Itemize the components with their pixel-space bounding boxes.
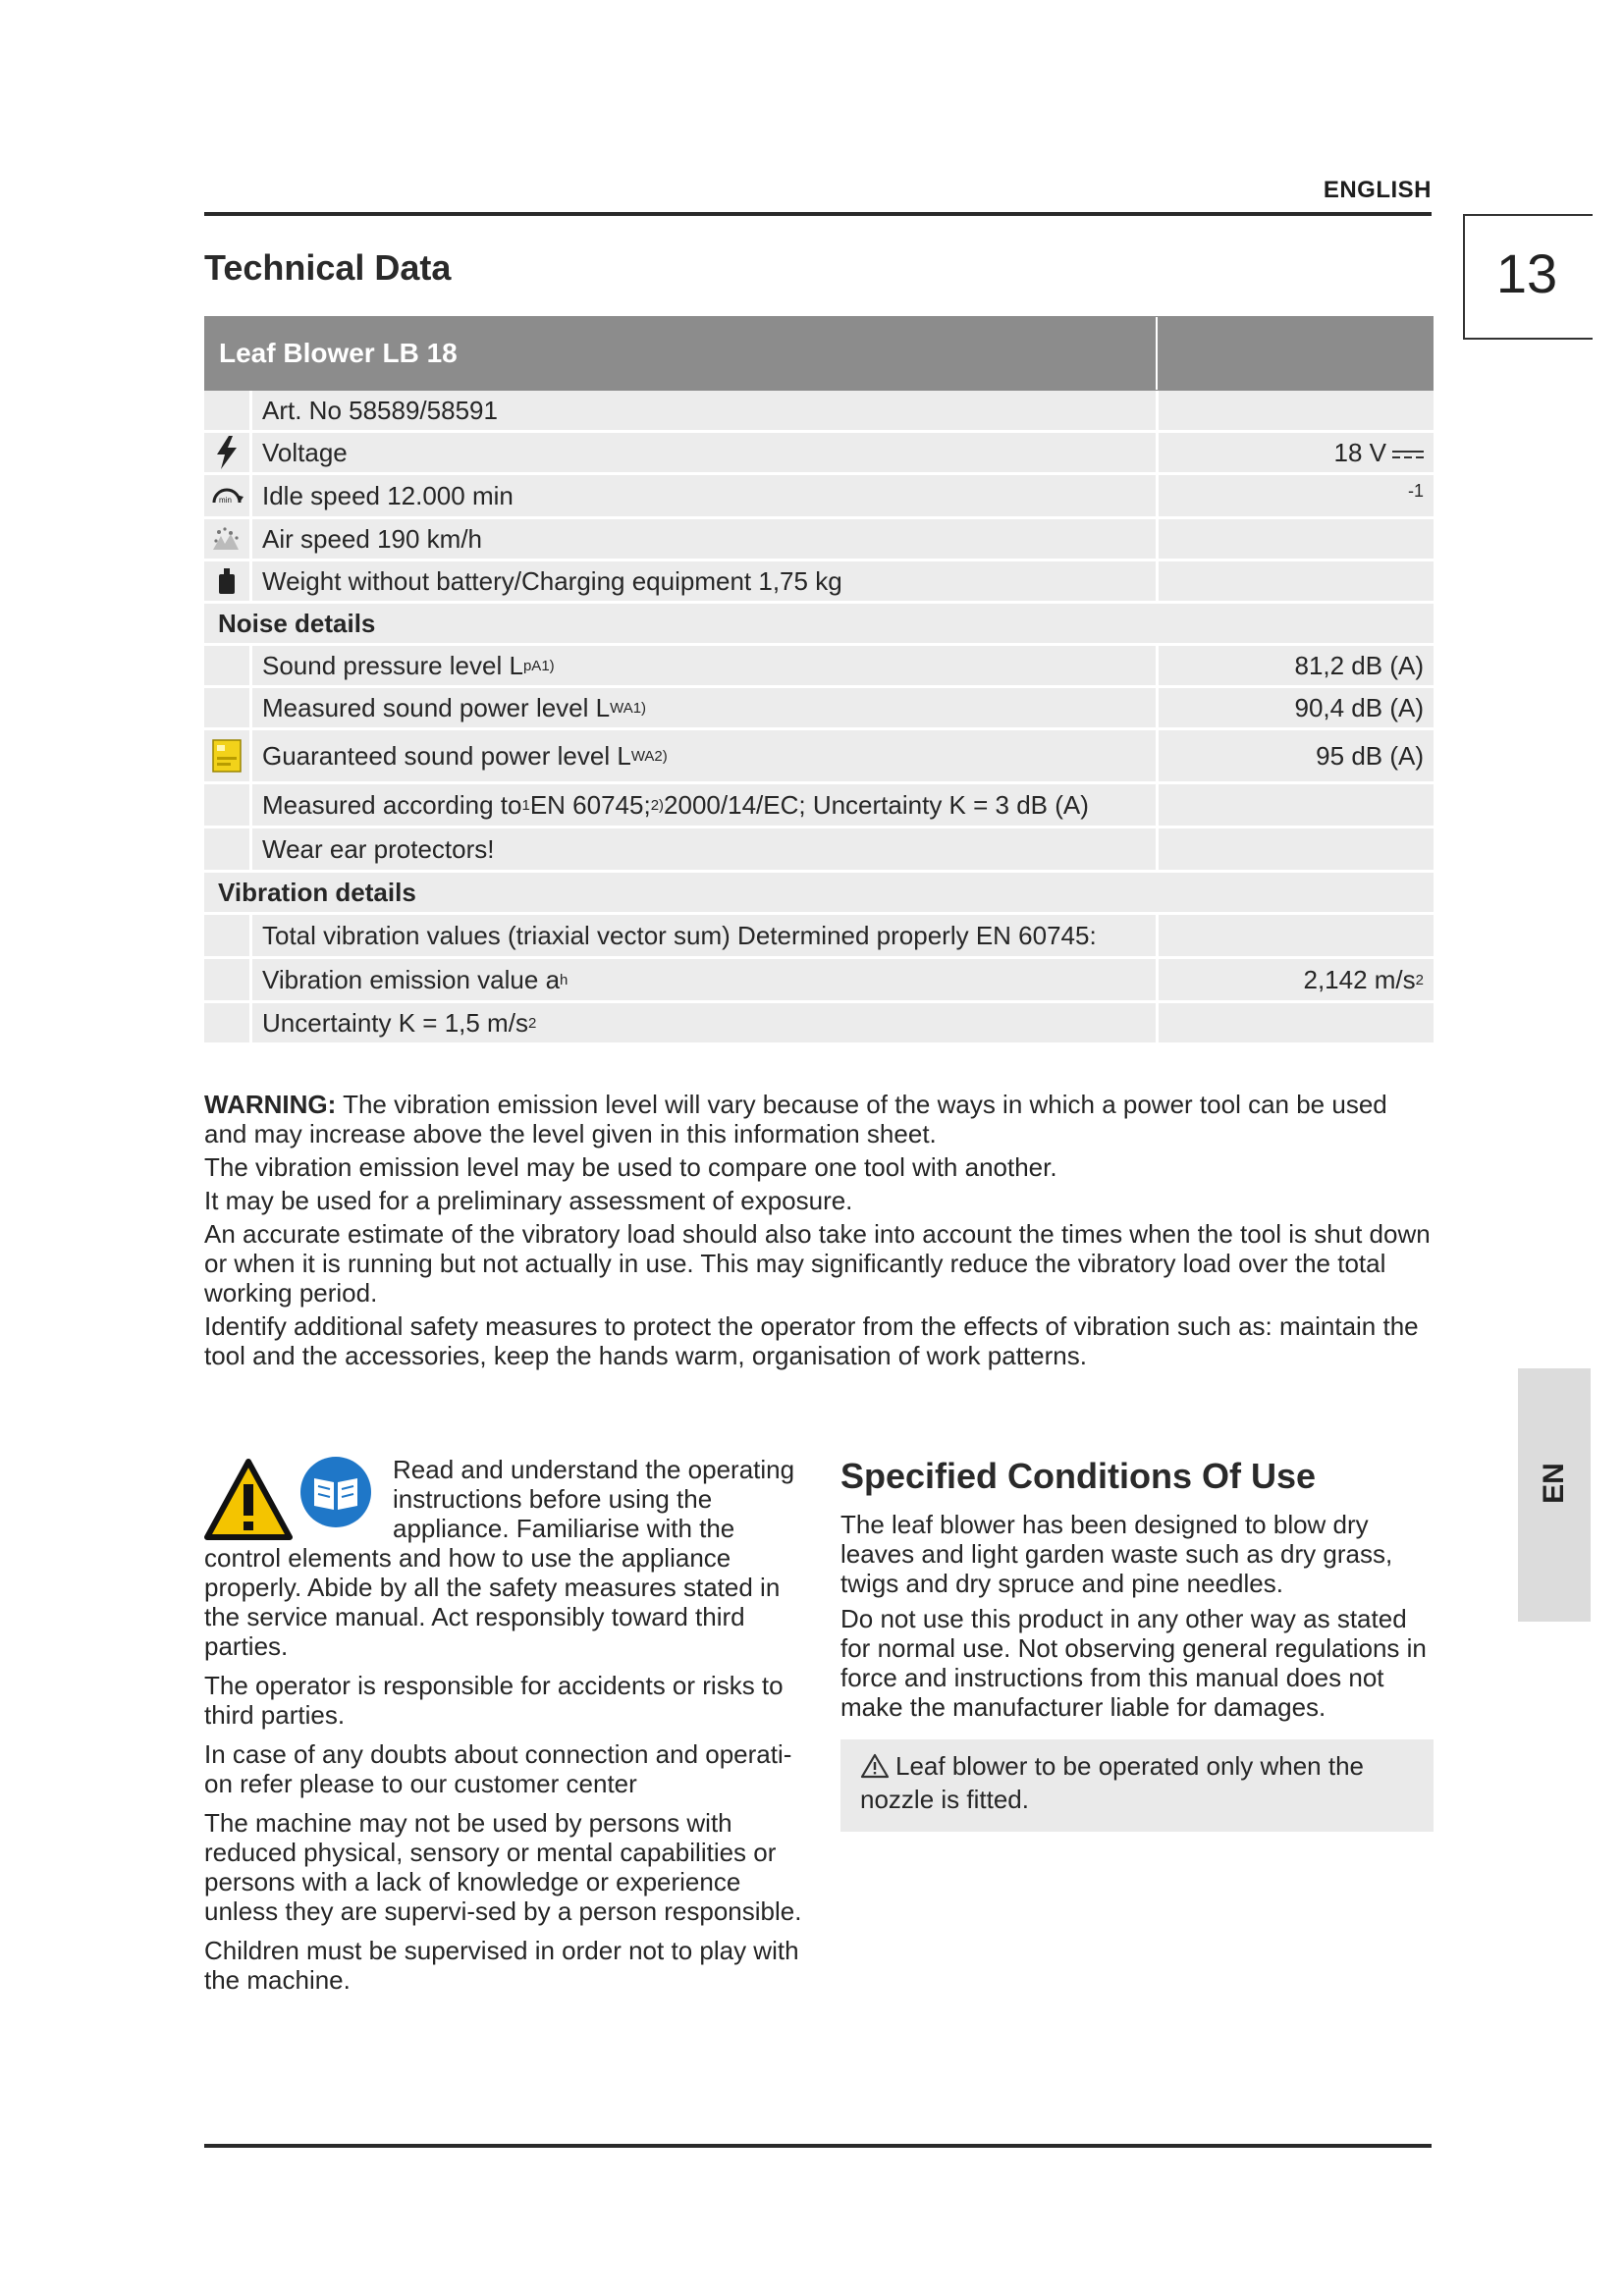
top-divider [204, 212, 1432, 216]
sound-pressure-label: Sound pressure level L pA 1) [252, 646, 1159, 685]
table-row [204, 730, 1434, 784]
language-label: ENGLISH [1323, 177, 1432, 203]
safety-p2: The operator is responsible for accidents or risks to third parties. [204, 1671, 784, 1730]
guaranteed-sound-power-value: 95 dB (A) [1316, 740, 1424, 771]
sound-pressure-value: 81,2 dB (A) [1294, 650, 1424, 680]
conditions-p1: The leaf blower has been designed to blow dry leaves and light garden waste such as dry grass, twigs and dry spruce and pine needles. [840, 1510, 1393, 1598]
conditions-heading: Specified Conditions Of Use [840, 1456, 1317, 1496]
table-row [204, 646, 1434, 688]
idle-speed-label: Idle speed 12.000 min [252, 475, 1159, 516]
table-row [204, 959, 1434, 1003]
nozzle-note-box [840, 1739, 1434, 1832]
safety-p4: The machine may not be used by persons with reduced physical, sensory or mental capabilities or persons with a lack of knowledge or experience unless they are supervi-sed by a person responsible. [204, 1808, 802, 1926]
page-number: 13 [1495, 242, 1558, 304]
table-row [204, 1003, 1434, 1045]
safety-p1: Read and understand the operating instructions before using the appliance. Familiarise with the control elements and how to use the appliance properly. Abide by all the safety measures stated in the service manual. Act responsibly toward third parties. [204, 1455, 795, 1661]
weight-label: Weight without battery/Charging equipment 1,75 kg [252, 561, 1159, 601]
warning-p3: It may be used for a preliminary assessment of exposure. [204, 1186, 853, 1215]
ear-protection-text: Wear ear protectors! [252, 828, 1159, 870]
rpm-gauge-icon [204, 475, 252, 516]
air-speed-label: Air speed 190 km/h [252, 519, 1159, 559]
lightning-icon [204, 433, 252, 472]
article-number: Art. No 58589/58591 [252, 391, 1159, 430]
conditions-of-use-column [840, 1455, 1434, 1832]
language-side-tab-label: EN [1538, 1463, 1570, 1504]
measured-sound-power-value: 90,4 dB (A) [1294, 692, 1424, 722]
conditions-p2: Do not use this product in any other way as stated for normal use. Not observing general regulations in force and instructions from this manual does not make the manufacturer liable for damages. [840, 1604, 1427, 1722]
table-row [204, 828, 1434, 873]
table-row [204, 784, 1434, 828]
safety-instructions-column [204, 1455, 803, 2004]
table-header [204, 316, 1434, 391]
table-row [204, 561, 1434, 604]
read-manual-icon [298, 1455, 373, 1535]
voltage-label: Voltage [252, 433, 1159, 472]
idle-speed-exponent: -1 [1407, 481, 1424, 501]
safety-p3: In case of any doubts about connection and operati-on refer please to our customer center [204, 1739, 792, 1798]
noise-details-heading: Noise details [218, 608, 376, 638]
warning-p2: The vibration emission level may be used to compare one tool with another. [204, 1152, 1057, 1182]
safety-p5: Children must be supervised in order not to play with the machine. [204, 1936, 799, 1995]
table-row [204, 391, 1434, 433]
voltage-value: 18 V [1333, 437, 1386, 467]
dc-symbol-icon [1392, 438, 1424, 468]
bottom-divider [204, 2144, 1432, 2148]
warning-triangle-icon [204, 1459, 293, 1547]
table-row [204, 519, 1434, 561]
table-row [204, 433, 1434, 475]
safety-icons [204, 1455, 385, 1543]
measured-according-text: Measured according to 1 EN 60745; 2) 2000/14/EC; Uncertainty K = 3 dB (A) [252, 784, 1159, 826]
table-heading: Leaf Blower LB 18 [205, 317, 1158, 390]
weight-icon [204, 561, 252, 601]
warning-label: WARNING: [204, 1090, 337, 1119]
vibration-emission-label: Vibration emission value a h [252, 959, 1159, 1000]
air-fan-icon [204, 519, 252, 559]
vibration-details-heading: Vibration details [218, 877, 416, 907]
technical-data-table [204, 316, 1434, 1045]
section-row [204, 873, 1434, 915]
warning-p5: Identify additional safety measures to protect the operator from the effects of vibration such as: maintain the tool and the accessories, keep the hands warm, organisation of work patterns. [204, 1311, 1419, 1370]
nozzle-note-text: Leaf blower to be operated only when the nozzle is fitted. [860, 1751, 1365, 1814]
vibration-uncertainty: Uncertainty K = 1,5 m/s 2 [252, 1003, 1159, 1042]
warning-p4: An accurate estimate of the vibratory load should also take into account the times when the tool is shut down or when it is running but not actually in use. This may significantly reduce the vibratory load over the total working period. [204, 1219, 1431, 1308]
measured-sound-power-label: Measured sound power level L WA 1) [252, 688, 1159, 727]
table-row [204, 475, 1434, 519]
noise-label-icon [204, 730, 252, 781]
page-title: Technical Data [204, 247, 452, 288]
table-row [204, 688, 1434, 730]
svg-text:min: min [219, 496, 232, 505]
warning-p1: The vibration emission level will vary because of the ways in which a power tool can be used and may increase above the level given in this information sheet. [204, 1090, 1387, 1148]
guaranteed-sound-power-label: Guaranteed sound power level L WA 2) [252, 730, 1159, 781]
vibration-emission-value: 2,142 m/s 2 [1303, 964, 1424, 994]
section-row [204, 604, 1434, 646]
caution-triangle-icon [860, 1753, 890, 1785]
total-vibration-text: Total vibration values (triaxial vector sum) Determined properly EN 60745: [252, 915, 1159, 956]
warning-text-block [204, 1090, 1432, 1374]
table-row [204, 915, 1434, 959]
